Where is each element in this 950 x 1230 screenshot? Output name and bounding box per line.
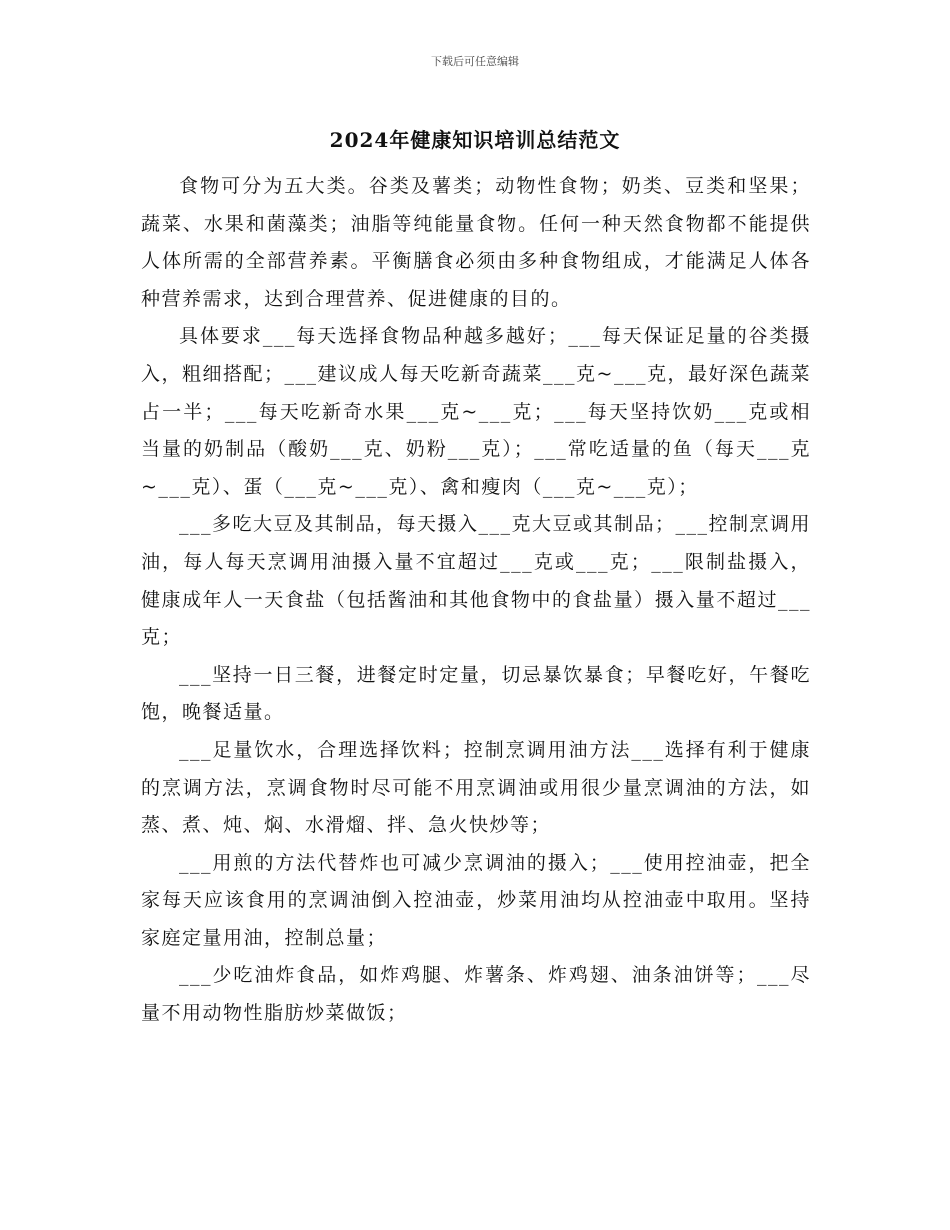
paragraph-three-meals: ___坚持一日三餐，进餐定时定量，切忌暴饮暴食；早餐吃好，午餐吃饱，晚餐适量。 [141, 663, 811, 724]
paragraph-specific-requirements: 具体要求___每天选择食物品种越多越好；___每天保证足量的谷类摄入，粗细搭配；___建议成人每天吃新奇蔬菜___克~___克，最好深色蔬菜占一半；___每天吃新奇水果___克~___克；___每天坚持饮奶___克或相当量的奶制品（酸奶___克、奶粉___克）；___常吃适量的鱼（每天___克~___克）、蛋（___克~___克）、禽和瘦肉（___克~___克）； [141, 325, 811, 498]
paragraph-oil-control: ___用煎的方法代替炸也可减少烹调油的摄入；___使用控油壶，把全家每天应该食用的烹调油倒入控油壶，炒菜用油均从控油壶中取用。坚持家庭定量用油，控制总量； [141, 851, 811, 949]
paragraph-soy-oil-salt: ___多吃大豆及其制品，每天摄入___克大豆或其制品；___控制烹调用油，每人每天烹调用油摄入量不宜超过___克或___克；___限制盐摄入，健康成年人一天食盐（包括酱油和其他食物中的食盐量）摄入量不超过___克； [141, 513, 812, 649]
document-title: 2024年健康知识培训总结范文 [329, 128, 621, 152]
header-note: 下载后可任意编辑 [431, 55, 519, 68]
paragraph-fried-food: ___少吃油炸食品，如炸鸡腿、炸薯条、炸鸡翅、油条油饼等；___尽量不用动物性脂肪炒菜做饭； [141, 964, 811, 1025]
paragraph-drinking-cooking: ___足量饮水，合理选择饮料；控制烹调用油方法___选择有利于健康的烹调方法，烹调食物时尽可能不用烹调油或用很少量烹调油的方法，如蒸、煮、炖、焖、水滑熘、拌、急火快炒等； [141, 738, 811, 837]
paragraph-food-groups: 食物可分为五大类。谷类及薯类；动物性食物；奶类、豆类和坚果；蔬菜、水果和菌藻类；油脂等纯能量食物。任何一种天然食物都不能提供人体所需的全部营养素。平衡膳食必须由多种食物组成，才能满足人体各种营养需求，达到合理营养、促进健康的目的。 [141, 175, 811, 310]
document-body [141, 168, 811, 1033]
